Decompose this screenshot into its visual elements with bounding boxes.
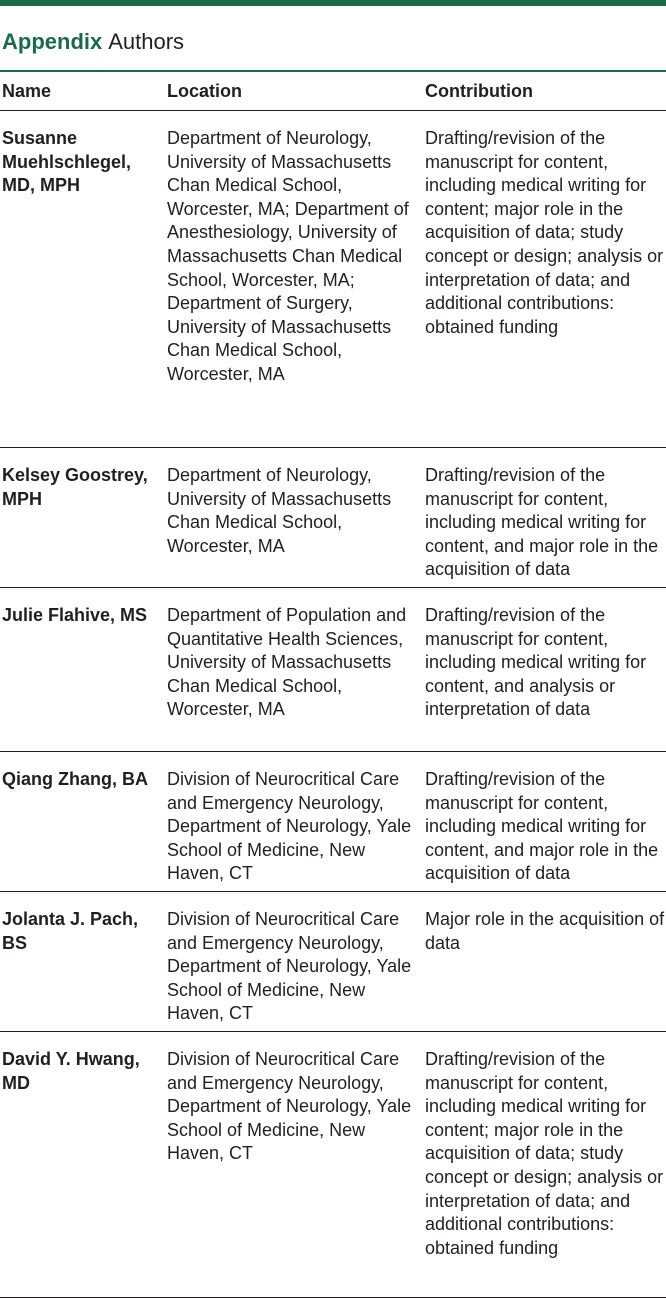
author-location: Division of Neurocritical Care and Emergency Neurology, Department of Neurology, Yale School of Medicine, New Haven, CT [167, 1049, 412, 1164]
author-name: Qiang Zhang, BA [2, 769, 148, 789]
author-name: Julie Flahive, MS [2, 605, 148, 625]
author-contribution: Major role in the acquisition of data [425, 909, 665, 953]
table-row [0, 111, 666, 448]
appendix-title: Authors [108, 29, 185, 54]
author-name: Susanne Muehlschlegel, MD, MPH [2, 128, 132, 196]
author-location: Division of Neurocritical Care and Emergency Neurology, Department of Neurology, Yale School of Medicine, New Haven, CT [167, 769, 412, 884]
author-name: David Y. Hwang, MD [2, 1049, 140, 1093]
table-header-row [0, 72, 666, 111]
appendix-label: Appendix [2, 29, 103, 54]
author-name: Kelsey Goostrey, MPH [2, 465, 148, 509]
author-contribution: Drafting/revision of the manuscript for content, including medical writing for content, and major role in the acquisition of data [425, 465, 659, 580]
top-accent-rule [0, 0, 666, 6]
author-location: Division of Neurocritical Care and Emergency Neurology, Department of Neurology, Yale School of Medicine, New Haven, CT [167, 909, 412, 1024]
author-contribution: Drafting/revision of the manuscript for content, including medical writing for content, and major role in the acquisition of data [425, 769, 659, 884]
column-header-contribution: Contribution [425, 81, 533, 101]
author-contribution: Drafting/revision of the manuscript for content, including medical writing for content; major role in the acquisition of data; study concept or design; analysis or interpretation of data; and additional contributions: obtained funding [425, 1049, 664, 1258]
authors-table-body [0, 111, 666, 1298]
author-contribution: Drafting/revision of the manuscript for content, including medical writing for content, and analysis or interpretation of data [425, 605, 647, 720]
author-location: Department of Population and Quantitative Health Sciences, University of Massachusetts Chan Medical School, Worcester, MA [167, 605, 407, 720]
author-name: Jolanta J. Pach, BS [2, 909, 139, 953]
table-row [0, 448, 666, 588]
table-row [0, 892, 666, 1032]
appendix-heading [2, 28, 184, 56]
table-row [0, 1032, 666, 1298]
column-header-name: Name [2, 81, 52, 101]
table-row [0, 588, 666, 752]
author-contribution: Drafting/revision of the manuscript for content, including medical writing for content; major role in the acquisition of data; study concept or design; analysis or interpretation of data; and additional contributions: obtained funding [425, 128, 664, 337]
author-location: Department of Neurology, University of Massachusetts Chan Medical School, Worcester, MA; Department of Anesthesiology, University of Massachusetts Chan Medical School, Worcester, MA; Department of Surgery, University of Massachusetts Chan Medical School, Worcester, MA [167, 128, 409, 384]
column-header-location: Location [167, 81, 242, 101]
author-location: Department of Neurology, University of Massachusetts Chan Medical School, Worcester, MA [167, 465, 392, 556]
table-row [0, 752, 666, 892]
